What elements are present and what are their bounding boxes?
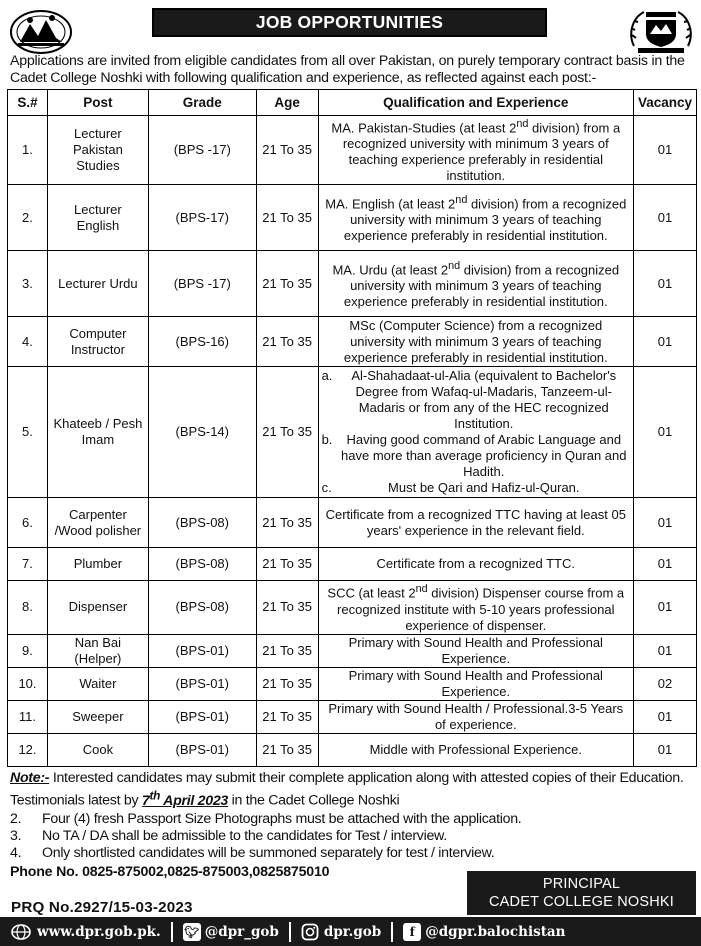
cell-grade: (BPS-01) xyxy=(148,733,256,766)
prq-number: PRQ No.2927/15-03-2023 xyxy=(11,899,193,916)
cell-grade: (BPS-14) xyxy=(148,367,256,498)
cell-vacancy: 01 xyxy=(633,185,696,251)
footer-instagram[interactable]: dpr.gob xyxy=(301,923,381,941)
page-title: JOB OPPORTUNITIES xyxy=(152,8,547,37)
table-row xyxy=(8,116,697,185)
header-vacancy: Vacancy xyxy=(633,90,696,116)
cell-post: Computer Instructor xyxy=(47,317,148,367)
header-age: Age xyxy=(256,90,318,116)
footer-divider xyxy=(289,922,291,942)
list-item: b. Having good command of Arabic Language and have more than average proficiency in Quran and Hadith. xyxy=(321,432,627,480)
cell-sn: 9. xyxy=(8,634,48,667)
note-item: 4. Only shortlisted candidates will be summoned separately for test / interview. xyxy=(10,845,495,862)
cell-sn: 10. xyxy=(8,667,48,700)
cell-vacancy: 01 xyxy=(633,733,696,766)
cell-sn: 12. xyxy=(8,733,48,766)
cell-grade: (BPS-16) xyxy=(148,317,256,367)
cell-qualification: Middle with Professional Experience. xyxy=(318,733,633,766)
intro-paragraph: Applications are invited from eligible candidates from all over Pakistan, on purely temporary contract basis in the Cadet College Noshki with following qualification and experience, as reflected against each post:- xyxy=(10,53,685,86)
balochistan-emblem-right xyxy=(626,6,696,56)
cell-post: Dispenser xyxy=(47,581,148,634)
cell-sn: 8. xyxy=(8,581,48,634)
cell-post: Cook xyxy=(47,733,148,766)
cell-vacancy: 01 xyxy=(633,548,696,581)
cell-age: 21 To 35 xyxy=(256,667,318,700)
cell-sn: 6. xyxy=(8,498,48,548)
instagram-icon xyxy=(301,923,319,941)
footer-bar xyxy=(0,917,701,946)
table-row xyxy=(8,498,697,548)
cell-grade: (BPS-01) xyxy=(148,700,256,733)
cell-vacancy: 01 xyxy=(633,317,696,367)
cell-post: Lecturer Pakistan Studies xyxy=(47,116,148,185)
cell-sn: 2. xyxy=(8,185,48,251)
principal-title: PRINCIPAL xyxy=(542,876,621,892)
cell-grade: (BPS -17) xyxy=(148,116,256,185)
footer-facebook[interactable]: f @dgpr.balochistan xyxy=(403,923,565,941)
table-header-row xyxy=(8,90,697,116)
cell-age: 21 To 35 xyxy=(256,367,318,498)
table-row xyxy=(8,634,697,667)
table-row xyxy=(8,317,697,367)
footer-divider xyxy=(391,922,393,942)
globe-icon xyxy=(10,923,32,941)
cell-age: 21 To 35 xyxy=(256,251,318,317)
qualification-list xyxy=(322,368,630,496)
table-row xyxy=(8,733,697,766)
cell-post: Sweeper xyxy=(47,700,148,733)
note-1: Note:- Interested candidates may submit their complete application along with attested copies of their Education. Testimonials latest by 7th April 2023 in the Cadet College Noshki xyxy=(10,770,684,810)
cell-sn: 3. xyxy=(8,251,48,317)
cell-sn: 4. xyxy=(8,317,48,367)
footer-divider xyxy=(171,922,173,942)
note-item: 2. Four (4) fresh Passport Size Photographs must be attached with the application. xyxy=(10,810,522,827)
cell-grade: (BPS-01) xyxy=(148,634,256,667)
principal-college: CADET COLLEGE NOSHKI xyxy=(488,894,675,910)
cell-age: 21 To 35 xyxy=(256,634,318,667)
phone-numbers: Phone No. 0825-875002,0825-875003,0825875010 xyxy=(10,864,330,880)
cell-age: 21 To 35 xyxy=(256,700,318,733)
cell-post: Lecturer English xyxy=(47,185,148,251)
cell-age: 21 To 35 xyxy=(256,548,318,581)
table-row xyxy=(8,581,697,634)
cell-vacancy: 01 xyxy=(633,700,696,733)
cell-post: Lecturer Urdu xyxy=(47,251,148,317)
header-qualification: Qualification and Experience xyxy=(318,90,633,116)
cell-vacancy: 01 xyxy=(633,581,696,634)
notes-section xyxy=(10,770,694,863)
cell-grade: (BPS-17) xyxy=(148,185,256,251)
cell-qualification: SCC (at least 2nd division) Dispenser course from a recognized institute with 5-10 years professional experience of dispenser. xyxy=(318,581,633,634)
cell-grade: (BPS-08) xyxy=(148,498,256,548)
header-post: Post xyxy=(47,90,148,116)
cell-vacancy: 01 xyxy=(633,367,696,498)
cell-qualification: Primary with Sound Health / Professional.3-5 Years of experience. xyxy=(318,700,633,733)
cell-sn: 11. xyxy=(8,700,48,733)
list-item: a. Al-Shahadaat-ul-Alia (equivalent to Bachelor's Degree from Wafaq-ul-Madaris, Tanzeem-ul-Madaris or from any of the HEC recognized Institution. xyxy=(321,368,617,432)
jobs-table xyxy=(7,89,697,767)
cell-post: Plumber xyxy=(47,548,148,581)
cell-sn: 1. xyxy=(8,116,48,185)
cell-grade: (BPS-08) xyxy=(148,548,256,581)
cell-qualification: MSc (Computer Science) from a recognized university with minimum 3 years of teaching experience preferably in residential institution. xyxy=(318,317,633,367)
cell-age: 21 To 35 xyxy=(256,733,318,766)
header-grade: Grade xyxy=(148,90,256,116)
cell-post: Carpenter /Wood polisher xyxy=(47,498,148,548)
table-row xyxy=(8,667,697,700)
cell-grade: (BPS-08) xyxy=(148,581,256,634)
note-item: 3. No TA / DA shall be admissible to the candidates for Test / interview. xyxy=(10,827,447,844)
cell-age: 21 To 35 xyxy=(256,317,318,367)
cell-qualification xyxy=(318,367,633,498)
cell-vacancy: 01 xyxy=(633,116,696,185)
facebook-icon: f xyxy=(403,923,421,941)
cell-qualification: MA. Urdu (at least 2nd division) from a recognized university with minimum 3 years of teaching experience preferably in residential institution. xyxy=(318,251,633,317)
cell-post: Nan Bai (Helper) xyxy=(47,634,148,667)
cell-qualification: Primary with Sound Health and Professional Experience. xyxy=(318,634,633,667)
footer-twitter[interactable]: 🐦︎ @dpr_gob xyxy=(184,923,279,940)
cell-age: 21 To 35 xyxy=(256,498,318,548)
cell-vacancy: 01 xyxy=(633,251,696,317)
header-sn: S.# xyxy=(8,90,48,116)
table-row xyxy=(8,367,697,498)
college-emblem-left xyxy=(8,6,74,56)
cell-post: Waiter xyxy=(47,667,148,700)
cell-qualification: MA. Pakistan-Studies (at least 2nd division) from a recognized university with minimum 3 years of teaching experience preferably in residential institution. xyxy=(318,116,633,185)
cell-qualification: Certificate from a recognized TTC having at least 05 years' experience in the relevant field. xyxy=(318,498,633,548)
cell-grade: (BPS-01) xyxy=(148,667,256,700)
note-label: Note:- xyxy=(10,770,50,786)
table-row xyxy=(8,700,697,733)
cell-qualification: Primary with Sound Health and Professional Experience. xyxy=(318,667,633,700)
deadline-date: 7th April 2023 xyxy=(141,788,228,810)
cell-sn: 5. xyxy=(8,367,48,498)
table-row xyxy=(8,251,697,317)
cell-post: Khateeb / Pesh Imam xyxy=(47,367,148,498)
footer-website[interactable]: www.dpr.gob.pk. xyxy=(10,923,161,941)
cell-vacancy: 01 xyxy=(633,498,696,548)
cell-qualification: MA. English (at least 2nd division) from a recognized university with minimum 3 years of teaching experience preferably in residential institution. xyxy=(318,185,633,251)
cell-grade: (BPS -17) xyxy=(148,251,256,317)
table-row xyxy=(8,185,697,251)
twitter-icon: 🐦︎ xyxy=(184,924,200,939)
cell-qualification: Certificate from a recognized TTC. xyxy=(318,548,633,581)
table-row xyxy=(8,548,697,581)
cell-age: 21 To 35 xyxy=(256,116,318,185)
list-item: c. Must be Qari and Hafiz-ul-Quran. xyxy=(321,480,580,496)
cell-vacancy: 02 xyxy=(633,667,696,700)
cell-sn: 7. xyxy=(8,548,48,581)
principal-signature-box xyxy=(467,871,696,915)
cell-age: 21 To 35 xyxy=(256,185,318,251)
cell-age: 21 To 35 xyxy=(256,581,318,634)
cell-vacancy: 01 xyxy=(633,634,696,667)
